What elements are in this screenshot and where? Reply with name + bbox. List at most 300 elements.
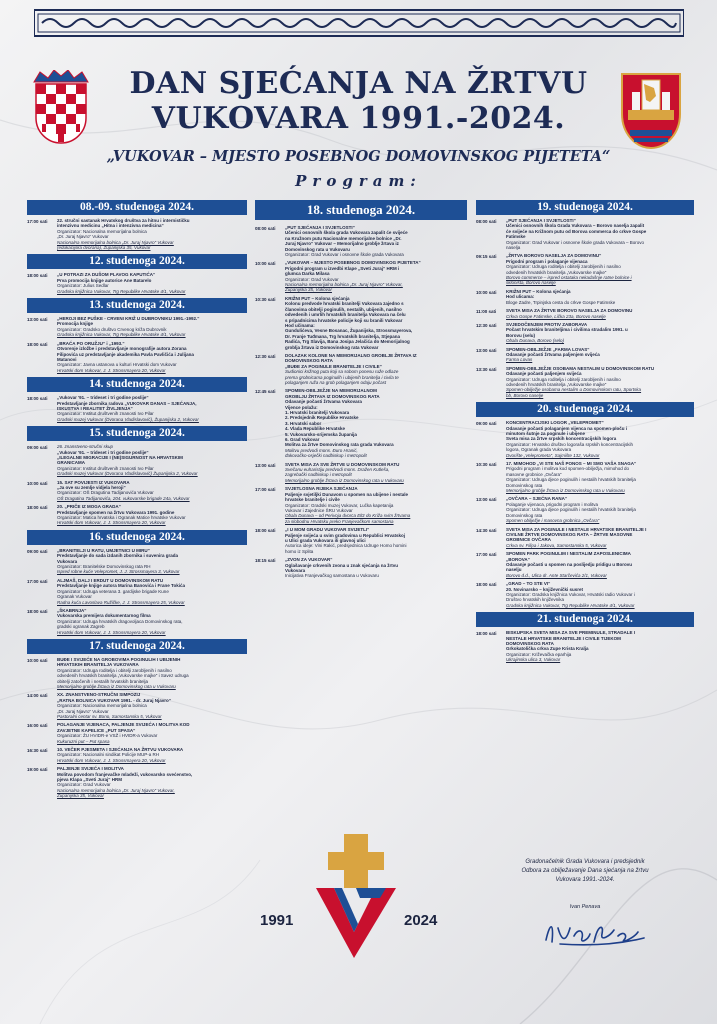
event-line: „Dr. Juraj Njavro“ Vukovar bbox=[57, 708, 109, 714]
event-time: 17:00 sati bbox=[476, 552, 497, 558]
date-header: 12. studenoga 2024. bbox=[27, 254, 247, 269]
event-line: Organizator: Udruga djece poginulih i nestalih hrvatskih branitelja bbox=[506, 477, 636, 483]
page-title bbox=[100, 66, 617, 136]
event-item bbox=[255, 557, 467, 579]
event-line: Organizator: Udruga hrvatskih dragovoljaca Domovinskog rata, bbox=[57, 618, 183, 624]
event-line: 10. VEČER PJESMETA I SJEĆANJA NA ŽRTVU VUKOVARA bbox=[57, 747, 184, 753]
event-line: intenzivnu medicinu „Hitna i intenzivna medicina“ bbox=[57, 223, 164, 229]
event-item bbox=[27, 747, 247, 763]
event-line: Županijska 35, Vukovar bbox=[57, 793, 104, 799]
event-description bbox=[506, 420, 633, 458]
event-line: Promocija knjige bbox=[57, 321, 94, 327]
event-line: Organizator: Gradski muzej Vukovar, Lučka kapetanija bbox=[285, 502, 394, 508]
event-line: 22. stručni sastanak Hrvatskog društva za hitnu i internističku bbox=[57, 218, 190, 223]
event-item bbox=[27, 657, 247, 689]
date-header: 18. studenoga 2024. bbox=[255, 200, 467, 220]
event-line: „I U MOM GRADU VUKOVAR SVIJETLI“ bbox=[285, 527, 370, 533]
event-line: Matanovi bbox=[57, 356, 77, 362]
event-line: zagrebački nadbiskup i metropolit bbox=[285, 472, 352, 478]
event-line: Hod ulicama: bbox=[506, 294, 535, 300]
event-description bbox=[506, 551, 632, 578]
event-line: „ŽRTVA BOROVO NASELJA ZA DOMOVINU“ bbox=[506, 253, 602, 259]
event-line: Učenici osnovnih škola grada Vukovara zapalit će svijeće bbox=[285, 230, 408, 236]
signature-block bbox=[480, 858, 690, 885]
event-description bbox=[506, 527, 646, 549]
event-line: DOMOVINSKOG RATA bbox=[506, 641, 554, 646]
event-line: KONCENTRACIJSKI LOGOR „VELEPROMET“ bbox=[506, 420, 604, 426]
event-line: Borovu (selu) bbox=[506, 332, 536, 338]
event-line: Molitvu predvodi mons. Đuro Hranić, bbox=[285, 447, 358, 453]
event-description bbox=[506, 630, 635, 662]
date-header: 16. studenoga 2024. bbox=[27, 530, 247, 545]
event-line: Prva promocija knjige autorice Ane Batarelo bbox=[57, 277, 152, 283]
program-heading: Program: bbox=[295, 172, 422, 190]
event-time: 18:00 sati bbox=[27, 505, 48, 511]
event-line: s pripadnicima hrvatske policije koji su branili Vukovar bbox=[285, 317, 403, 323]
event-line: Dvorište „Veleprometa“, Sajmište 132, Vukovar bbox=[506, 452, 600, 458]
event-line: gradski ogranak Zagreb bbox=[57, 624, 105, 630]
event-line: Fatimske bbox=[506, 234, 526, 240]
event-item bbox=[255, 225, 467, 257]
event-item bbox=[255, 260, 467, 292]
sign-line-3: Vukovara 1991.-2024. bbox=[555, 877, 615, 883]
event-description bbox=[57, 504, 186, 526]
event-line: hrvatske branitelje i civile bbox=[285, 497, 340, 503]
event-line: DOMOVINSKOG RATA bbox=[285, 358, 333, 364]
event-description bbox=[285, 462, 404, 484]
event-line: PALJENJE SVIJEĆA I MOLITVA bbox=[57, 766, 124, 772]
event-time: 13:00 sati bbox=[476, 347, 497, 353]
event-line: Organizator: Udruga roditelja i obitelji zarobljenih i nasilno bbox=[57, 667, 172, 673]
event-line: DOLAZAK KOLONE NA MEMORIJALNO GROBLJE ŽRTAVA IZ bbox=[285, 352, 417, 358]
event-line: SVETA MISA ZA ŽRTVE BOROVO NASELJA ZA DOMOVINU bbox=[506, 308, 633, 314]
event-line: ISKUSTVA I REALITET ŽIVLJENJA“ bbox=[57, 405, 133, 411]
event-time: 10:00 sati bbox=[27, 480, 48, 486]
event-line: Odavanje počasti žrtvama paljenjem svijeća bbox=[506, 351, 600, 357]
event-item bbox=[255, 296, 467, 350]
event-line: HRVATSKIH BRANITELJA VUKOVARA bbox=[57, 662, 139, 668]
event-description bbox=[506, 253, 632, 285]
event-item bbox=[27, 218, 247, 250]
decorative-border bbox=[34, 8, 684, 38]
event-time: 13:30 sati bbox=[476, 366, 497, 372]
event-line: SPOMEN-OBILJEŽJE „FARMA LOVAS“ bbox=[506, 346, 590, 352]
event-description bbox=[285, 388, 394, 458]
event-description bbox=[57, 692, 171, 719]
event-description bbox=[57, 747, 183, 763]
year-start: 1991 bbox=[260, 912, 294, 929]
event-line: bb, Borovo naselje bbox=[506, 392, 544, 398]
event-line: odvedenih hrvatskih branitelja „Vukovarske majke“ i Savez udruga bbox=[57, 673, 189, 679]
event-description bbox=[57, 578, 185, 605]
event-time: 08:00 sati bbox=[476, 219, 497, 224]
event-line: SVETA MISA ZA POGINULE I NESTALE HRVATSKE BRANITELJE I bbox=[506, 526, 647, 532]
event-description bbox=[506, 347, 600, 363]
event-line: „VUKOVAR – MJESTO POSEBNOG DOMOVINSKOG PIJETETA“ bbox=[285, 260, 421, 266]
event-time: 10:00 sati bbox=[27, 657, 48, 663]
event-line: Hrvatski dom Vukovar, J. J. Strossmayera 20, Vukovar bbox=[57, 520, 166, 526]
event-line: Crkva sv. Filipa i Jakova, Samostanska 5, Vukovar bbox=[506, 542, 607, 548]
event-line: „BUĐE ZA POGINULE BRANITELJE I CIVILE“ bbox=[285, 363, 382, 369]
event-item bbox=[476, 527, 694, 549]
event-line: Prigodni program i molitva kod spomen-obilježja, mimohod do bbox=[506, 466, 630, 472]
event-time: 18:15 sati bbox=[255, 558, 276, 564]
event-line: SVJEDOČENJEM PROTIV ZABORAVA bbox=[506, 321, 588, 327]
event-time: 18:00 sati bbox=[27, 608, 48, 614]
event-line: Kukuruzni put – Put spasa bbox=[57, 738, 110, 744]
event-line: ALJMAŠ, DALJ I ERDUT U DOMOVINSKOM RATU bbox=[57, 577, 164, 583]
event-line: 6. Grad Vukovar bbox=[285, 437, 320, 443]
event-line: logora, Ogranak grada Vukovara bbox=[506, 447, 572, 453]
event-line: Farma Lovas bbox=[506, 357, 533, 363]
event-line: BISKUPSKA SVETA MISA ZA SVE PREMINULE, STRADALE I bbox=[506, 630, 636, 636]
event-line: skloništa, Borovo naselje bbox=[506, 280, 556, 286]
event-line: Autorica ideje: Vini Rakić, predsjednica Udruge Homo homini bbox=[285, 543, 407, 549]
event-line: Sveta misa za žrtve srpskih koncentracijskih logora bbox=[506, 436, 617, 442]
event-line: Gradski muzej Vukovar (Dvorana Vladislavović), Županijska 2, Vukovar bbox=[57, 416, 199, 422]
event-time: 19:00 sati bbox=[27, 767, 48, 773]
event-line: BUĐE I SVIJEĆE NA GROBOVIMA POGINULIH I UBIJENIH bbox=[57, 656, 181, 662]
event-line: 20. Novinarsko – književnički susret bbox=[506, 586, 584, 592]
event-line: za slobodnu Hrvatsku preko Franjevačkom samostana bbox=[285, 518, 394, 524]
event-line: Nacionalna memorijalna bolnica „Dr. Juraj Njavro“ Vukovar bbox=[57, 239, 174, 245]
column-3 bbox=[476, 196, 694, 666]
date-header: 17. studenoga 2024. bbox=[27, 639, 247, 654]
event-time: 17:00 sati bbox=[27, 578, 48, 584]
event-line: Vukovara bbox=[285, 567, 306, 573]
event-description bbox=[57, 444, 198, 476]
event-line: Organizator: Matica hrvatska i Ogranak Matice hrvatske Vukovar bbox=[57, 515, 186, 521]
event-item bbox=[27, 272, 247, 294]
event-line: Borovo d.d., Ulica dr. Ante Starčevića 2/1, Vukovar bbox=[506, 572, 607, 578]
event-line: „RATNA BOLNICA VUKOVAR 1991. - dr. Juraj Njavro“ bbox=[57, 697, 172, 703]
event-item bbox=[27, 578, 247, 605]
event-time: 11:00 sati bbox=[476, 309, 497, 315]
event-line: Hrvatski dom Vukovar, J. J. Strossmayera 20, Vukovar bbox=[57, 367, 166, 373]
event-line: Organizator: ŽU HVIDR-e VSŽ i HVIDR-a Vukovar bbox=[57, 733, 158, 739]
event-time: 12:30 sati bbox=[476, 322, 497, 328]
event-time: 12:45 sati bbox=[255, 389, 276, 395]
event-line: „HEROJI BEZ PUŠKE - CRVENI KRIŽ U DUBROVNIKU 1991.-1992.“ bbox=[57, 316, 200, 322]
event-item bbox=[476, 581, 694, 608]
event-line: CIVILNE ŽRTVE DOMOVINSKOG RATA – ŽRTVE MASOVNE bbox=[506, 531, 633, 537]
handwritten-signature-icon bbox=[540, 916, 650, 948]
event-item bbox=[27, 608, 247, 635]
event-line: Borovo commerce – ispred ostataka nekadašnje ratne bolnice i bbox=[506, 275, 632, 281]
event-line: Radića, Trg Slavija, Bana Josipa Jelačića do Memorijalnog bbox=[285, 339, 410, 345]
event-item bbox=[27, 548, 247, 575]
vukovar-coat-of-arms-icon bbox=[620, 70, 682, 152]
event-description bbox=[57, 316, 199, 338]
event-description bbox=[57, 766, 192, 798]
event-line: Otvorenje izložbe i predstavljanje monografije autora Zorana bbox=[57, 346, 187, 352]
event-line: Organizator: Udruga roditelja i obitelji zarobljenih i nasilno bbox=[506, 376, 621, 382]
event-time: 09:00 sati bbox=[27, 548, 48, 554]
event-line: Dr. Franje Tuđmana, Trg hrvatskih branitelja, Stjepana bbox=[285, 333, 400, 339]
event-line: odvedenih i umrlih hrvatskih branitelja Vukovara na čelu bbox=[285, 312, 406, 318]
event-line: Paljenje svjetiljki Dunavom u spomen na ubijene i nestale bbox=[285, 491, 409, 497]
event-line: đakovačko-osječki nadbiskup i metropolit bbox=[285, 453, 367, 459]
event-description bbox=[506, 496, 636, 523]
event-description bbox=[57, 272, 186, 294]
event-description bbox=[506, 461, 636, 493]
event-line: Organizator: Grad Vukovar bbox=[57, 782, 111, 788]
event-line: OŠ Dragutina Tadijanovića, 204. vukovarske brigade 24a, Vukovar bbox=[57, 495, 190, 501]
event-line: Organizator: Grad Vukovar i osnovne škole grada Vukovara – Borovo bbox=[506, 239, 644, 245]
date-header: 15. studenoga 2024. bbox=[27, 426, 247, 441]
event-line: GRANICAMA bbox=[57, 460, 85, 466]
memorial-logo-icon bbox=[286, 828, 426, 968]
event-line: na Kružnom putu Nacionalne memorijalne bolnice „Dr. bbox=[285, 235, 402, 241]
event-line: Učenici osnovnih škola Grada Vukovara – Borovo naselja zapalit bbox=[506, 223, 645, 229]
event-description bbox=[285, 296, 412, 350]
event-line: KRIŽNI PUT – Kolona sjećanja bbox=[506, 288, 571, 294]
event-line: (edukacijska dvorana), Županijska 35, Vukovar bbox=[57, 245, 151, 251]
event-description bbox=[285, 260, 421, 292]
event-line: Odavanje počasti polaganjem vijenca na spomen-ploču i bbox=[506, 425, 628, 431]
event-item bbox=[255, 486, 467, 524]
event-line: 5. Vukovarsko-srijemska županija bbox=[285, 431, 357, 437]
event-line: Domovinskog rata bbox=[506, 512, 543, 518]
event-line: „PUT SJEĆANJA I SVJETLOSTI“ bbox=[285, 225, 355, 230]
event-time: 09:00 sati bbox=[27, 445, 48, 451]
event-item bbox=[476, 253, 694, 285]
event-line: Ukrajinska ulica 3, Vukovar bbox=[506, 657, 561, 663]
event-line: u Ulici grada Vukovara ili glavnoj ulici bbox=[285, 537, 366, 543]
event-line: „PUT SJEĆANJA I SVJETLOSTI“ bbox=[506, 218, 576, 223]
event-item bbox=[476, 347, 694, 363]
event-line: Organizator: Julius Sedlar bbox=[57, 283, 109, 289]
event-time: 13:00 sati bbox=[27, 317, 48, 323]
event-time: 08:00 sati bbox=[255, 226, 276, 231]
event-description bbox=[285, 353, 417, 385]
date-header: 21. studenoga 2024. bbox=[476, 612, 694, 627]
event-line: Molitva povodom franjevačke mladeži, vukovarsko svećenstvo, bbox=[57, 771, 193, 777]
event-line: 26. znanstveno-stručni skup bbox=[57, 444, 114, 450]
event-line: Oglašavanje crkvenih zvona u znak sjećanja na žrtvu bbox=[285, 562, 399, 568]
event-time: 18:00 sati bbox=[27, 341, 48, 347]
event-description bbox=[285, 486, 410, 524]
date-header: 20. studenoga 2024. bbox=[476, 402, 694, 417]
event-line: „BRANITELJI U RATU, UMJETNICI U MIRU“ bbox=[57, 547, 150, 553]
event-line: Molitva za žrtve Domovinskog rata grada Vukovara bbox=[285, 442, 394, 448]
date-header: 08.-09. studenoga 2024. bbox=[27, 200, 247, 215]
event-line: groblja žrtava iz Domovinskog rata Vukovar bbox=[285, 344, 379, 350]
event-line: odvedenih hrvatskih branitelja „Vukovarske majke“ bbox=[506, 269, 607, 275]
event-line: 3. Hrvatski sabor bbox=[285, 420, 322, 426]
event-line: „U POTRAZI ZA DUŠOM PLAVOG KAPUTIĆA“ bbox=[57, 272, 156, 278]
event-line: Organizator: Nacionalni sindikat Policije MUP-a RH bbox=[57, 752, 160, 758]
event-line: masovne grobnice „Ovčara“ bbox=[506, 471, 562, 477]
event-item bbox=[27, 504, 247, 526]
event-line: Organizator: Institut društvenih znanosti Ivo Pilar bbox=[57, 411, 154, 417]
event-description bbox=[506, 366, 654, 398]
event-line: Vukovara bbox=[57, 558, 78, 564]
event-description bbox=[57, 657, 189, 689]
event-item bbox=[476, 461, 694, 493]
event-line: Organizator: Nacionalna memorijalna bolnica bbox=[57, 703, 147, 709]
event-line: Organizator: Gradsko društvo Crvenog križa Dubrovnik bbox=[57, 326, 167, 332]
event-description bbox=[57, 608, 183, 635]
event-time: 16:00 sati bbox=[27, 723, 48, 729]
event-line: SPOMEN-OBILJEŽJE OSOBAMA NESTALIM U DOMOVINSKOM RATU bbox=[506, 365, 655, 371]
event-line: „BOROVA“ bbox=[506, 556, 530, 562]
event-line: Organizator: Udruga roditelja i obitelji zarobljenih i nasilno bbox=[506, 264, 621, 270]
event-item bbox=[27, 722, 247, 744]
event-description bbox=[57, 722, 190, 744]
event-line: XX. ZNANSTVENO-STRUČNI SIMPOZIJ bbox=[57, 692, 141, 698]
column-2 bbox=[255, 196, 467, 582]
title-line-1: DAN SJEĆANJA NA ŽRTVU bbox=[129, 66, 588, 101]
event-item bbox=[27, 766, 247, 798]
event-line: Kolonu predvode hrvatski branitelji Vukovara zajedno s bbox=[285, 301, 404, 307]
event-line: „GRAD – TO STE VI“ bbox=[506, 581, 551, 587]
event-line: Domovinskog rata bbox=[506, 482, 543, 488]
event-line: Prigodni program i polaganje vijenaca bbox=[506, 258, 588, 264]
event-line: Odavanje počasti žrtvama Vukovara bbox=[285, 399, 362, 405]
date-header: 19. studenoga 2024. bbox=[476, 200, 694, 215]
event-line: Vukovarska premijera dokumentarnog filma bbox=[57, 613, 151, 619]
event-line: 2. Predsjednik Republike Hrvatske bbox=[285, 415, 359, 421]
event-line: Organizator: Hrvatsko društvo logoraša srpskih koncentracijskih bbox=[506, 441, 634, 447]
event-line: Organizator: Javna ustanova u kulturi Hrvatski dom Vukovar bbox=[57, 362, 177, 368]
event-line: ZAVJETNE KAPELICE „PUT SPASA“ bbox=[57, 727, 136, 733]
event-time: 09:15 sati bbox=[476, 254, 497, 260]
event-line: Pastoralni centar sv. Bono, Samostanska 5, Vukovar bbox=[57, 714, 162, 719]
event-time: 17:00 sati bbox=[255, 487, 276, 493]
event-line: Ispred robne kuće Velepromet, J. J. Strossmayera 3, Vukovar bbox=[57, 569, 180, 575]
event-line: Organizator: Nacionalna memorijalna bolnica bbox=[57, 228, 147, 234]
event-line: Memorijalno groblje žrtava iz Domovinskog rata u Vukovaru bbox=[506, 488, 625, 494]
event-time: 18:00 sati bbox=[27, 273, 48, 279]
event-line: Gradska knjižnica Vukovar, Trg Republike Hrvatske 4/1, Vukovar bbox=[57, 332, 186, 338]
event-item bbox=[476, 496, 694, 523]
event-line: 4. Vlada Republike Hrvatske bbox=[285, 426, 346, 432]
event-line: Organizator: Grad Vukovar i osnovne škole grada Vukovara bbox=[285, 252, 404, 258]
sign-line-2: Odbora za obilježavanje Dana sjećanja na žrtvu bbox=[521, 868, 649, 874]
event-line: minutom šutnje za poginule i ubijene bbox=[506, 431, 586, 436]
event-description bbox=[506, 289, 615, 305]
event-line: „Dr. Juraj Njavro“ Vukovar bbox=[57, 234, 109, 240]
event-item bbox=[27, 395, 247, 422]
event-item bbox=[476, 322, 694, 344]
event-item bbox=[27, 316, 247, 338]
event-line: „OVČARA – SJEĆNA RANA“ bbox=[506, 496, 568, 502]
event-line: Vijence polažu: bbox=[285, 404, 318, 410]
event-description bbox=[57, 395, 199, 422]
event-item bbox=[476, 308, 694, 319]
event-line: polaganjem ruža na grob polaganjem odaju počast bbox=[285, 379, 387, 385]
event-line: Crkva Gospe Fatimske, Lička 23a, Borovo naselje bbox=[506, 313, 606, 319]
event-line: Obala Dunava, Borovo (selo) bbox=[506, 338, 565, 344]
event-line: Gradski muzej Vukovar (Dvorana Vladislavović) Županijska 2, Vukovar bbox=[57, 471, 198, 477]
event-line: će svijeće na Križnom putu od Borova commerca do crkve Gospe bbox=[506, 228, 647, 234]
event-item bbox=[27, 444, 247, 476]
event-time: 18:00 sati bbox=[476, 582, 497, 588]
sign-line-1: Gradonačelnik Grada Vukovara i predsjednik bbox=[525, 859, 645, 865]
event-description bbox=[57, 218, 190, 250]
event-line: Organizator: Križevačka eparhija bbox=[506, 651, 572, 657]
event-line: Odavanje počasti paljenjem svijeća bbox=[506, 371, 582, 377]
event-line: Polaganje vijenaca, prigodni program i molitva bbox=[506, 501, 599, 507]
event-line: Nacionalna memorijalna bolnica „Dr. Juraj Njavro“ Vukovar, bbox=[57, 787, 175, 793]
event-line: 20. „PRIČE IZ MOGA GRADA“ bbox=[57, 504, 121, 510]
event-line: odvedenih hrvatskih branitelja „Vukovarske majke“ bbox=[506, 381, 607, 387]
event-line: „Vukovar '91. – trideset i tri godine poslije“ bbox=[57, 449, 149, 455]
event-time: 13:00 sati bbox=[476, 497, 497, 503]
event-time: 18:00 sati bbox=[27, 396, 48, 402]
event-line: Gundulićeva, Vesne Bosanac, Županijska, Strossmayerova, bbox=[285, 328, 413, 334]
event-line: Počast hrvatskim braniteljima i civilima stradalim 1991. u bbox=[506, 327, 628, 333]
event-line: naselja bbox=[506, 245, 521, 251]
event-line: Predstavljanje zbornika radova „VUKOVAR DANAS – SJEĆANJA, bbox=[57, 400, 197, 406]
event-item bbox=[476, 289, 694, 305]
event-time: 10:30 sati bbox=[476, 462, 497, 468]
event-item bbox=[27, 692, 247, 719]
event-description bbox=[57, 341, 194, 373]
event-line: Predstavljanje spomen na žrtvu Vukovara 1991. godine bbox=[57, 509, 175, 515]
event-line: pjeva Klapa „Sveti Juraj“ HRM bbox=[57, 777, 123, 783]
event-line: Bloge Zadre, Trpinjska cesta do crkve Gospe Fatimske bbox=[506, 299, 616, 305]
event-line: Gradska knjižnica Vukovar, Trg Republike Hrvatske 4/1, Vukovar bbox=[57, 288, 186, 294]
event-line: Organizator: Gradska knjižnica Vukovar, Hrvatski radio Vukovar i bbox=[506, 591, 635, 597]
event-line: Filipovića uz predstavljanje akademika Pavla Pavličića i Julijana bbox=[57, 351, 194, 357]
event-time: 18:00 sati bbox=[255, 528, 276, 534]
event-time: 09:00 sati bbox=[476, 421, 497, 427]
event-time: 10:00 sati bbox=[255, 261, 276, 267]
event-line: Domovinskog rata u Vukovaru bbox=[285, 246, 350, 252]
event-time: 13:00 sati bbox=[255, 462, 276, 468]
event-line: Organizator: Grad Vukovar bbox=[285, 276, 339, 282]
event-line: Ogranak Vukovar bbox=[57, 594, 92, 600]
event-line: Hod učinama: bbox=[285, 322, 315, 328]
event-line: „Vukovar '91. – trideset i tri godine poslije“ bbox=[57, 395, 149, 401]
event-line: GROBNICE OVČARA bbox=[506, 537, 552, 543]
event-line: POLAGANJE VIJENACA, PALJENJE SVIJEĆA I MOLITVA KOD bbox=[57, 722, 190, 728]
event-line: 1. Hrvatski branitelji Vukovara bbox=[285, 410, 350, 415]
event-line: Organizator: OŠ Dragutina Tadijanovića Vukovar bbox=[57, 490, 154, 496]
event-description bbox=[57, 480, 190, 502]
croatian-coat-of-arms-icon bbox=[30, 70, 92, 150]
date-header: 13. studenoga 2024. bbox=[27, 298, 247, 313]
event-item bbox=[476, 218, 694, 250]
event-description bbox=[285, 527, 406, 554]
event-line: Radna kuća Lavoslava Ružičke, J. J. Strossmayera 25, Vukovar bbox=[57, 599, 185, 605]
event-line: Društvo hrvatskih književnika bbox=[506, 597, 565, 603]
event-item bbox=[27, 480, 247, 502]
event-line: 17. MIMOHOD „VI STE NAŠ PONOS – MI SMO VAŠA SNAGA“ bbox=[506, 461, 637, 467]
event-line: Odavanje počasti u spomen na poslijedju pridigu u Borovu bbox=[506, 561, 633, 567]
event-line: Gradska knjižnica Vukovar, Trg Republike Hrvatske 4/1, Vukovar bbox=[506, 602, 635, 608]
event-time: 12:30 sati bbox=[255, 353, 276, 359]
event-line: „ŠKABRNJA“ bbox=[57, 607, 87, 613]
event-line: obitelji zatočenih i nestalih hrvatskih branitelja bbox=[57, 678, 149, 684]
event-line: Organizator: Udruga veterana 3. gardijske brigade Kune bbox=[57, 588, 169, 594]
event-line: Vukovar i Zajednice ŠRU Vukovar bbox=[285, 507, 353, 513]
event-item bbox=[476, 366, 694, 398]
event-time: 14:30 sati bbox=[476, 527, 497, 533]
event-line: Inicijativa Franjevačkog samostana u Vukovaru bbox=[285, 573, 379, 579]
event-line: Obala Dunava – od Perivoja dvorca Eltz do Križa svim žrtvama bbox=[285, 513, 411, 519]
event-line: SPOMEN PARK POGINULIM I NESTALIM ZAPOSLENICIMA bbox=[506, 551, 631, 557]
event-time: 17:00 sati bbox=[27, 219, 48, 224]
event-description bbox=[506, 322, 628, 344]
event-item bbox=[255, 462, 467, 484]
event-item bbox=[255, 353, 467, 385]
event-line: Spomen-obilježje osobama nestalim u Domovinskom ratu, Sportska bbox=[506, 387, 642, 393]
event-line: Paljenje svijeća u svim gradovima u Republici Hrvatskoj bbox=[285, 532, 406, 538]
column-1 bbox=[27, 196, 247, 802]
